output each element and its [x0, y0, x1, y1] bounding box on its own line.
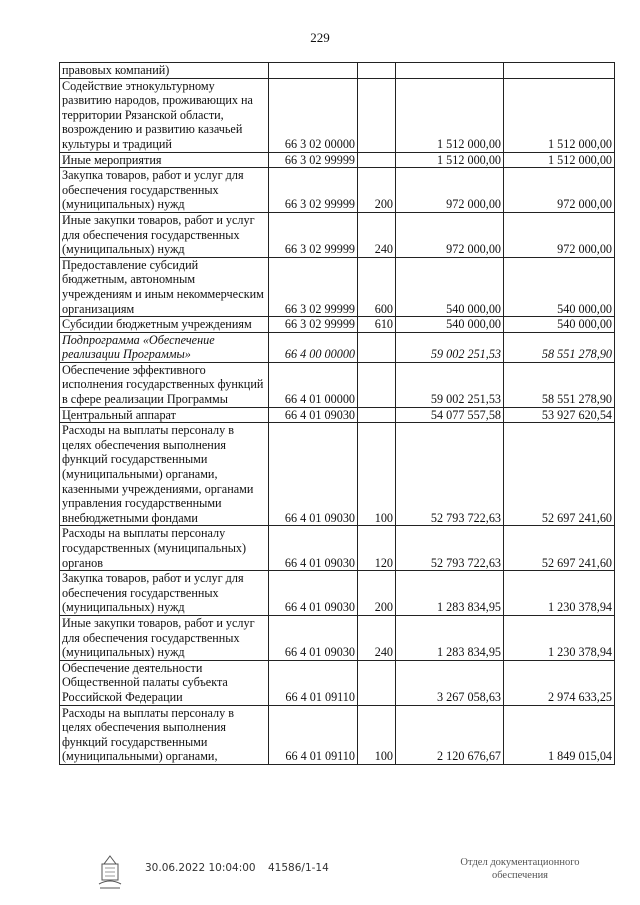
row-amount-year1: 972 000,00 — [396, 212, 504, 257]
row-expense-type — [358, 152, 396, 168]
row-expense-type — [358, 63, 396, 79]
row-name: Иные мероприятия — [60, 152, 269, 168]
emblem-icon — [96, 854, 124, 890]
row-name: Обеспечение эффективного исполнения государственных функций в сфере реализации Программы — [60, 362, 269, 407]
table-row — [60, 63, 615, 79]
row-amount-year1: 1 512 000,00 — [396, 152, 504, 168]
row-amount-year2 — [504, 63, 615, 79]
row-expense-type: 100 — [358, 705, 396, 764]
row-amount-year2: 58 551 278,90 — [504, 332, 615, 362]
row-expense-type — [358, 660, 396, 705]
table-row — [60, 257, 615, 316]
row-code: 66 4 01 09110 — [269, 705, 358, 764]
row-amount-year2: 1 512 000,00 — [504, 152, 615, 168]
table-row — [60, 407, 615, 423]
row-code: 66 4 01 09030 — [269, 407, 358, 423]
row-amount-year2: 2 974 633,25 — [504, 660, 615, 705]
row-code: 66 3 02 00000 — [269, 78, 358, 152]
table-row — [60, 332, 615, 362]
row-name: Закупка товаров, работ и услуг для обеспечения государственных (муниципальных) нужд — [60, 168, 269, 213]
row-code — [269, 63, 358, 79]
stamp-line-2: обеспечения — [491, 870, 549, 881]
row-code: 66 4 01 09030 — [269, 423, 358, 526]
row-name: Обеспечение деятельности Общественной палаты субъекта Российской Федерации — [60, 660, 269, 705]
table-row — [60, 526, 615, 571]
row-code: 66 3 02 99999 — [269, 317, 358, 333]
row-amount-year2: 1 230 378,94 — [504, 571, 615, 616]
row-name: Расходы на выплаты персоналу в целях обеспечения выполнения функций государственными (муниципальными) органами, — [60, 705, 269, 764]
row-amount-year2: 52 697 241,60 — [504, 526, 615, 571]
row-amount-year1: 3 267 058,63 — [396, 660, 504, 705]
stamp-line-1: Отдел документационного — [460, 857, 580, 868]
table-row — [60, 78, 615, 152]
row-amount-year1: 52 793 722,63 — [396, 526, 504, 571]
row-amount-year1 — [396, 63, 504, 79]
row-expense-type: 240 — [358, 212, 396, 257]
budget-table — [59, 62, 615, 765]
row-name: Иные закупки товаров, работ и услуг для обеспечения государственных (муниципальных) нужд — [60, 212, 269, 257]
row-expense-type: 600 — [358, 257, 396, 316]
page-number: 229 — [310, 30, 330, 45]
row-expense-type — [358, 78, 396, 152]
table-row — [60, 362, 615, 407]
table-row — [60, 571, 615, 616]
row-amount-year1: 1 512 000,00 — [396, 78, 504, 152]
row-name: Расходы на выплаты персоналу государственных (муниципальных) органов — [60, 526, 269, 571]
row-expense-type: 100 — [358, 423, 396, 526]
row-amount-year1: 59 002 251,53 — [396, 332, 504, 362]
row-amount-year2: 1 849 015,04 — [504, 705, 615, 764]
row-name: Закупка товаров, работ и услуг для обеспечения государственных (муниципальных) нужд — [60, 571, 269, 616]
row-code: 66 4 01 09030 — [269, 571, 358, 616]
row-code: 66 3 02 99999 — [269, 212, 358, 257]
footer-registration-number: 41586/1-14 — [268, 862, 329, 874]
row-amount-year1: 540 000,00 — [396, 257, 504, 316]
row-amount-year2: 1 512 000,00 — [504, 78, 615, 152]
row-name: правовых компаний) — [60, 63, 269, 79]
row-amount-year2: 1 230 378,94 — [504, 615, 615, 660]
row-amount-year1: 540 000,00 — [396, 317, 504, 333]
row-name: Подпрограмма «Обеспечение реализации Программы» — [60, 332, 269, 362]
row-amount-year2: 53 927 620,54 — [504, 407, 615, 423]
row-name: Иные закупки товаров, работ и услуг для обеспечения государственных (муниципальных) нужд — [60, 615, 269, 660]
row-amount-year2: 58 551 278,90 — [504, 362, 615, 407]
row-code: 66 3 02 99999 — [269, 152, 358, 168]
row-code: 66 4 01 00000 — [269, 362, 358, 407]
row-code: 66 4 01 09030 — [269, 615, 358, 660]
row-name: Расходы на выплаты персоналу в целях обеспечения выполнения функций государственными (муниципальными) органами, казенными учреждениями, органами управления государственными внебюджетными фондами — [60, 423, 269, 526]
row-code: 66 4 00 00000 — [269, 332, 358, 362]
row-code: 66 4 01 09030 — [269, 526, 358, 571]
table-row — [60, 660, 615, 705]
budget-table-body — [60, 63, 615, 765]
row-expense-type — [358, 362, 396, 407]
table-row — [60, 423, 615, 526]
row-expense-type: 120 — [358, 526, 396, 571]
table-row — [60, 168, 615, 213]
row-amount-year1: 2 120 676,67 — [396, 705, 504, 764]
department-stamp — [440, 856, 600, 882]
row-code: 66 3 02 99999 — [269, 257, 358, 316]
row-expense-type: 200 — [358, 571, 396, 616]
row-code: 66 3 02 99999 — [269, 168, 358, 213]
row-expense-type — [358, 407, 396, 423]
row-code: 66 4 01 09110 — [269, 660, 358, 705]
row-amount-year1: 1 283 834,95 — [396, 571, 504, 616]
row-amount-year2: 52 697 241,60 — [504, 423, 615, 526]
table-row — [60, 705, 615, 764]
row-amount-year1: 54 077 557,58 — [396, 407, 504, 423]
document-footer — [0, 850, 640, 905]
table-row — [60, 615, 615, 660]
table-row — [60, 317, 615, 333]
row-name: Предоставление субсидий бюджетным, автономным учреждениям и иным некоммерческим организациям — [60, 257, 269, 316]
row-name: Центральный аппарат — [60, 407, 269, 423]
row-amount-year2: 540 000,00 — [504, 257, 615, 316]
footer-datetime: 30.06.2022 10:04:00 — [145, 862, 256, 874]
row-amount-year2: 972 000,00 — [504, 168, 615, 213]
row-name: Субсидии бюджетным учреждениям — [60, 317, 269, 333]
row-expense-type: 240 — [358, 615, 396, 660]
row-amount-year2: 540 000,00 — [504, 317, 615, 333]
row-name: Содействие этнокультурному развитию народов, проживающих на территории Рязанской области, возрождению и развитию казачьей культуры и традиций — [60, 78, 269, 152]
row-amount-year1: 1 283 834,95 — [396, 615, 504, 660]
table-row — [60, 212, 615, 257]
table-row — [60, 152, 615, 168]
row-amount-year1: 59 002 251,53 — [396, 362, 504, 407]
row-expense-type — [358, 332, 396, 362]
row-amount-year1: 52 793 722,63 — [396, 423, 504, 526]
row-expense-type: 610 — [358, 317, 396, 333]
row-amount-year2: 972 000,00 — [504, 212, 615, 257]
row-expense-type: 200 — [358, 168, 396, 213]
row-amount-year1: 972 000,00 — [396, 168, 504, 213]
